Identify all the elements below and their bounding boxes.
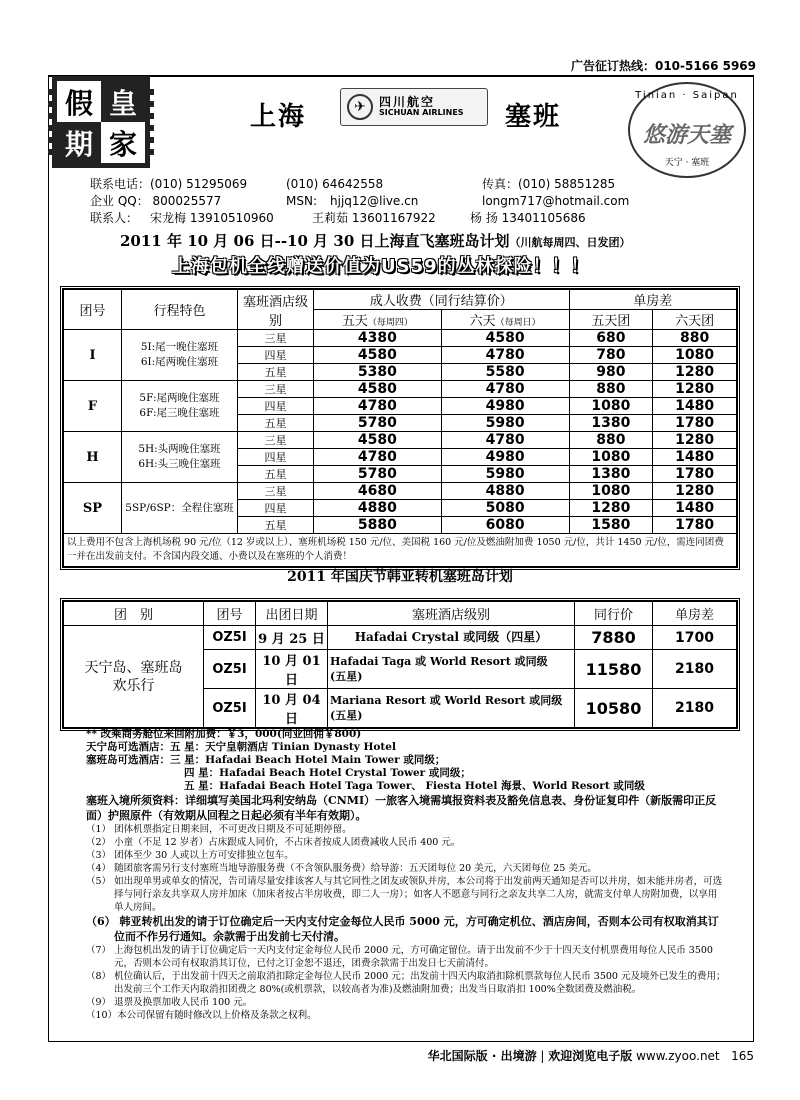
holiday-logo	[52, 76, 150, 168]
hotel-star: 三星	[238, 330, 314, 347]
hotel-star: 四星	[238, 449, 314, 466]
single-6day: 1480	[653, 500, 737, 517]
single-6day: 1280	[653, 364, 737, 381]
adult-5day: 4780	[314, 449, 442, 466]
logo-arc-text: Tinian · Saipan	[635, 90, 739, 101]
single-supplement: 1700	[653, 626, 737, 650]
col-5day: 五天（每周四）	[314, 310, 442, 330]
adult-6day: 5980	[441, 415, 569, 432]
adult-6day: 5080	[441, 500, 569, 517]
itinerary-feature: 5SP/6SP：全程住塞班	[122, 483, 238, 534]
single-6day: 1780	[653, 415, 737, 432]
hotmail-address: longm717@hotmail.com	[482, 194, 630, 208]
contact-person-2: 王莉茹 13601167922	[312, 211, 436, 225]
group-code: H	[64, 432, 122, 483]
adult-5day: 5780	[314, 466, 442, 483]
adult-5day: 4680	[314, 483, 442, 500]
table-row	[64, 330, 737, 347]
tour-name: 天宁岛、塞班岛 欢乐行	[64, 626, 204, 728]
fax: 传真：(010) 58851285	[482, 177, 616, 191]
term-item: （1） 团体机票指定日期来回，不可更改日期及不可延期停留。	[86, 824, 352, 835]
footer-ebook: 欢迎浏览电子版	[548, 1049, 633, 1063]
page-number: 165	[731, 1049, 754, 1063]
single-6day: 1480	[653, 398, 737, 415]
hotel-star: 五星	[238, 517, 314, 534]
headline-subnote: （川航每周四、日发团）	[509, 236, 631, 249]
hotel-star: 三星	[238, 483, 314, 500]
single-6day: 1080	[653, 347, 737, 364]
hotel-level: Hafadai Taga 或 World Resort 或同级 (五星)	[328, 650, 575, 689]
logo-char: 家	[108, 127, 137, 161]
adult-6day: 5580	[441, 364, 569, 381]
airline-bird-icon: ✈	[347, 94, 373, 120]
hotel-star: 四星	[238, 398, 314, 415]
hotel-star: 五星	[238, 415, 314, 432]
hotel-star: 三星	[238, 432, 314, 449]
col-feature: 行程特色	[122, 290, 238, 330]
promo-headline: 上海包机全线赠送价值为US59的丛林探险！！！	[172, 256, 590, 277]
airline-name-cn: 四川航空	[379, 95, 436, 109]
itinerary-feature: 5H:头两晚住塞班 6H:头三晚住塞班	[122, 432, 238, 483]
single-6day: 880	[653, 330, 737, 347]
term-item: （2） 小童（不足 12 岁者）占床跟成人同价，不占床者按成人团费减收人民币 400 元。	[86, 837, 461, 848]
adult-6day: 4980	[441, 398, 569, 415]
adult-5day: 4580	[314, 347, 442, 364]
ad-hotline: 广告征订热线：010-5166 5969	[570, 59, 756, 73]
logo-char: 皇	[101, 81, 145, 122]
table-row	[64, 381, 737, 398]
adult-5day: 5880	[314, 517, 442, 534]
national-day-price-table	[60, 598, 740, 731]
single-6day: 1480	[653, 449, 737, 466]
price: 10580	[575, 689, 653, 728]
adult-5day: 4780	[314, 398, 442, 415]
tour-code: OZ5I	[204, 626, 256, 650]
hotel-star: 四星	[238, 347, 314, 364]
term-item: （5） 如出现单男或单女的情况，告司请尽量安排该客人与其它同性之团友或领队并房，本公司将于出发前两天通知是否可以并房，如未能并房者，可选择与同行亲友共享双人房并加床（加床者按占半房收费，即二人一房）；如客人不愿意与同行之亲友共享二人房，就需支付单人房附加费，以享用单人房间。	[86, 876, 723, 913]
saipan-hotels-4star: 四 星：Hafadai Beach Hotel Crystal Tower 或同级；	[184, 767, 471, 779]
term-item: （8） 机位确认后，于出发前十四天之前取消扣除定金每位人民币 2000 元；出发前十四天内取消扣除机票款每位人民币 3500 元及境外已发生的费用；出发前三个工作天内取消扣团费之 80%(或机票款，以较高者为准)及燃油附加费；出发当日取消扣 100%全数团费及燃油税。	[86, 971, 726, 995]
col-code: 团号	[204, 602, 256, 626]
table-row	[64, 483, 737, 500]
single-6day: 1780	[653, 517, 737, 534]
col-date: 出团日期	[256, 602, 328, 626]
saipan-hotels-5star: 五 星：Hafadai Beach Hotel Taga Tower、 Fiesta Hotel 海景、World Resort 或同级	[184, 780, 645, 792]
single-5day: 980	[569, 364, 653, 381]
departure-date: 9 月 25 日	[256, 626, 328, 650]
tel-1: (010) 51295069	[150, 177, 248, 191]
tour-code: OZ5I	[204, 689, 256, 728]
hotel-star: 五星	[238, 466, 314, 483]
logo-bottom-text: 天宁 · 塞班	[664, 158, 710, 168]
contact-person-1: 宋龙梅 13910510960	[150, 211, 274, 225]
single-5day: 1280	[569, 500, 653, 517]
single-5day: 880	[569, 381, 653, 398]
adult-5day: 5380	[314, 364, 442, 381]
adult-6day: 6080	[441, 517, 569, 534]
group-code: SP	[64, 483, 122, 534]
single-5day: 880	[569, 432, 653, 449]
single-supplement: 2180	[653, 650, 737, 689]
hotel-star: 四星	[238, 500, 314, 517]
departure-date: 10 月 01 日	[256, 650, 328, 689]
departure-date: 10 月 04 日	[256, 689, 328, 728]
group-code: I	[64, 330, 122, 381]
adult-5day: 4580	[314, 381, 442, 398]
national-day-plan-title: 2011 年国庆节韩亚转机塞班岛计划	[287, 569, 513, 585]
col-tour-type: 团 别	[64, 602, 204, 626]
adult-5day: 5780	[314, 415, 442, 432]
col-5day-tour: 五天团	[569, 310, 653, 330]
group-code: F	[64, 381, 122, 432]
tel-label: 联系电话：	[90, 177, 151, 191]
person-label: 联系人：	[90, 211, 139, 225]
term-item: （7） 上海包机出发的请于订位确定后一天内支付定金每位人民币 2000 元，方可确定留位。请于出发前不少于十四天支付机票费用每位人民币 3500 元，否则本公司有权取消其订位，已付之订金恕不退还，团费余款需于出发日七天前清付。	[86, 945, 713, 969]
fee-note: 以上费用不包含上海机场税 90 元/位（12 岁或以上）、塞班机场税 150 元/位、美国税 160 元/位及燃油附加费 1050 元/位，共计 1450 元/位，需连同团费一并在出发前支付。不含国内段交通、小费以及在塞班的个人消费！	[64, 534, 737, 567]
single-6day: 1280	[653, 483, 737, 500]
logo-char: 假	[64, 86, 93, 120]
adult-5day: 4380	[314, 330, 442, 347]
term-item: （4） 随团旅客需另行支付塞班当地导游服务费（不含领队服务费）给导游：五天团每位 20 美元，六天团每位 25 美元。	[86, 863, 597, 874]
term-item: （10）本公司保留有随时修改以上价格及条款之权利。	[86, 1010, 317, 1021]
itinerary-feature: 5I:尾一晚住塞班 6I:尾两晚住塞班	[122, 330, 238, 381]
single-5day: 1080	[569, 398, 653, 415]
adult-6day: 4780	[441, 381, 569, 398]
price: 11580	[575, 650, 653, 689]
contact-info	[90, 176, 710, 227]
col-group: 团号	[64, 290, 122, 330]
title-saipan: 塞班	[505, 102, 562, 132]
tel-2: (010) 64642558	[286, 177, 384, 191]
page-footer: 华北国际版 · 出境游 | 欢迎浏览电子版 www.zyoo.net 165	[427, 1049, 754, 1063]
term-item: （3） 团体至少 30 人或以上方可安排独立包车。	[86, 850, 294, 861]
single-6day: 1780	[653, 466, 737, 483]
single-5day: 680	[569, 330, 653, 347]
entry-requirements: 塞班入境所须资料：详细填写美国北玛利安纳岛（CNMI）一旅客入境需填报资料表及豁免信息表、身份证复印件（新版需印正反面）护照原件（有效期从回程之日起必须有半年有效期）。	[86, 794, 717, 822]
upgrade-note: ** 改乘商务舱位来回附加费：￥3，000(同业回佣￥800)	[86, 728, 362, 740]
hotel-level: Hafadai Crystal 或同级（四星）	[328, 626, 575, 650]
adult-5day: 4880	[314, 500, 442, 517]
adult-6day: 4980	[441, 449, 569, 466]
charter-price-table	[60, 286, 740, 570]
qq: 企业 QQ： 800025577	[90, 194, 222, 208]
price: 7880	[575, 626, 653, 650]
adult-6day: 4780	[441, 432, 569, 449]
col-adult: 成人收费（同行结算价）	[314, 290, 570, 310]
hotel-star: 五星	[238, 364, 314, 381]
single-5day: 1380	[569, 466, 653, 483]
col-single: 单房差	[569, 290, 736, 310]
adult-6day: 4580	[441, 330, 569, 347]
sichuan-airlines-logo	[340, 88, 488, 126]
adult-6day: 4880	[441, 483, 569, 500]
terms-notes	[86, 728, 726, 1022]
col-single-supp: 单房差	[653, 602, 737, 626]
hotel-star: 三星	[238, 381, 314, 398]
adult-6day: 5980	[441, 466, 569, 483]
logo-char: 期	[57, 122, 101, 163]
col-hotel-level: 塞班酒店级别	[328, 602, 575, 626]
table-row	[64, 626, 737, 650]
table-row	[64, 432, 737, 449]
msn-label: MSN:	[286, 194, 317, 208]
charter-plan-headline: 2011 年 10 月 06 日--10 月 30 日上海直飞塞班岛计划（川航每周四、日发团）	[120, 232, 631, 250]
logo-main-text: 悠游天塞	[642, 122, 731, 148]
hotel-level: Mariana Resort 或 World Resort 或同级 (五星)	[328, 689, 575, 728]
footer-url: www.zyoo.net	[636, 1049, 720, 1063]
term-item: （9） 退票及换票加收人民币 100 元。	[86, 997, 253, 1008]
col-6day-tour: 六天团	[653, 310, 737, 330]
col-6day: 六天（每周日）	[441, 310, 569, 330]
adult-5day: 4580	[314, 432, 442, 449]
adult-6day: 4780	[441, 347, 569, 364]
msn-address: hjjq12@live.cn	[330, 194, 419, 208]
single-6day: 1280	[653, 381, 737, 398]
itinerary-feature: 5F:尾两晚住塞班 6F:尾三晚住塞班	[122, 381, 238, 432]
single-5day: 1380	[569, 415, 653, 432]
single-5day: 1080	[569, 483, 653, 500]
single-supplement: 2180	[653, 689, 737, 728]
footer-edition: 华北国际版 · 出境游	[427, 1049, 537, 1063]
title-shanghai: 上海	[250, 102, 307, 132]
single-5day: 1080	[569, 449, 653, 466]
contact-person-3: 杨 扬 13401105686	[470, 211, 586, 225]
saipan-hotels-3star: 塞班岛可选酒店：三 星：Hafadai Beach Hotel Main Tower 或同级；	[86, 754, 446, 766]
single-5day: 780	[569, 347, 653, 364]
col-hotel: 塞班酒店级别	[238, 290, 314, 330]
tour-code: OZ5I	[204, 650, 256, 689]
single-6day: 1280	[653, 432, 737, 449]
airline-name-en: SICHUAN AIRLINES	[379, 108, 464, 118]
tinian-hotels: 天宁岛可选酒店：五 星：天宁皇朝酒店 Tinian Dynasty Hotel	[86, 741, 396, 753]
term-item: （6） 韩亚转机出发的请于订位确定后一天内支付定金每位人民币 5000 元，方可确定机位、酒店房间，否则本公司有权取消其订位而不作另行通知。余款需于出发前七天付清。	[86, 915, 719, 943]
tinian-saipan-logo	[628, 82, 746, 178]
single-5day: 1580	[569, 517, 653, 534]
col-price: 同行价	[575, 602, 653, 626]
